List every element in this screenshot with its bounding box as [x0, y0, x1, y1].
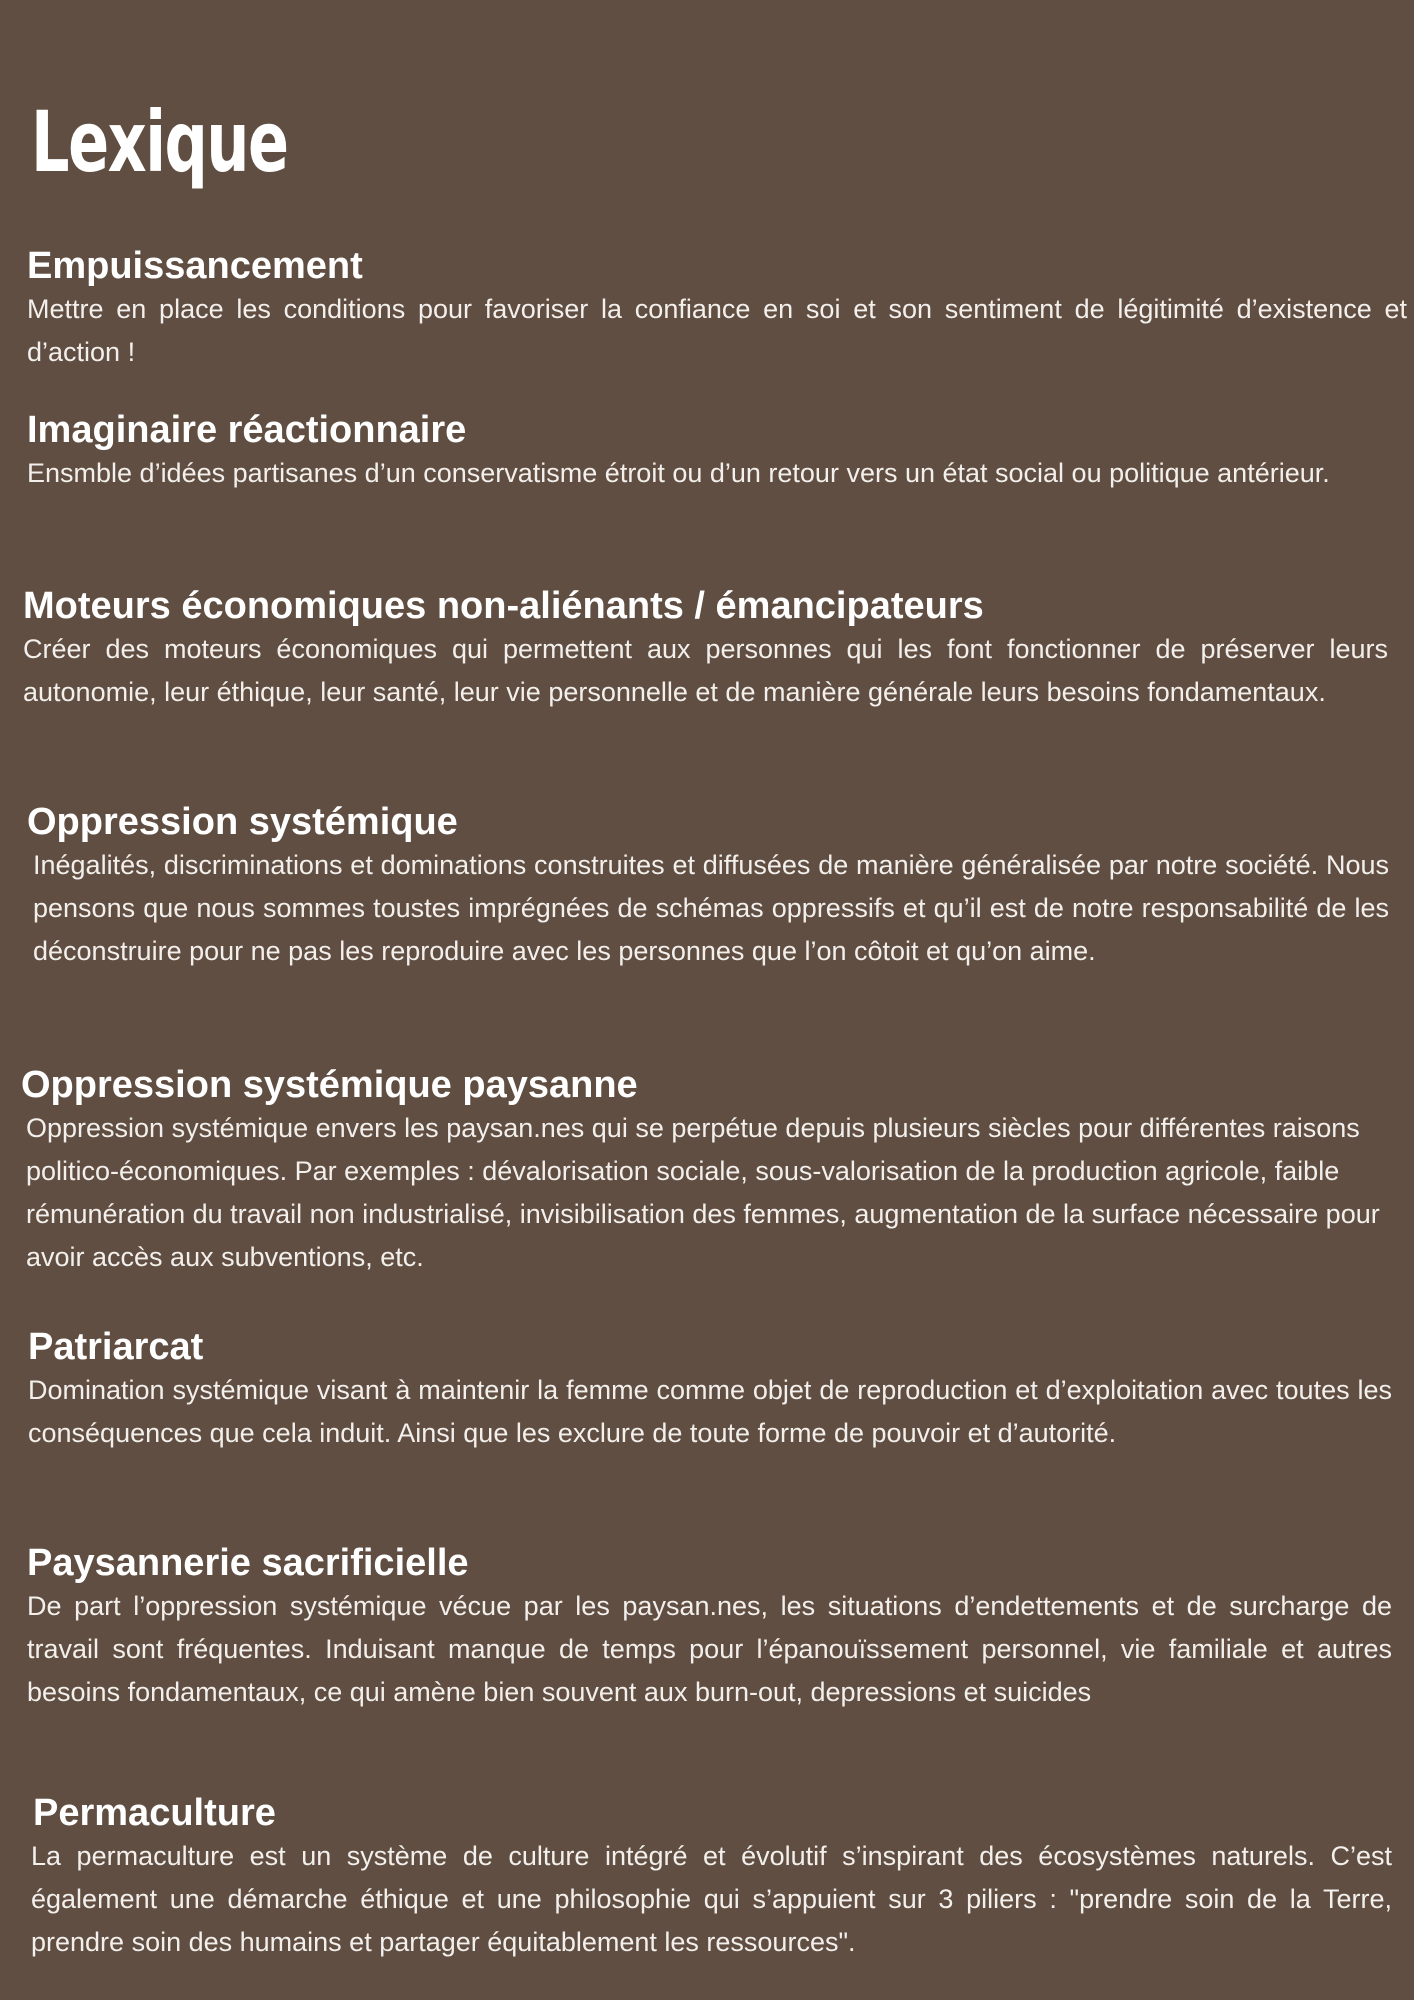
entry-definition: Oppression systémique envers les paysan.nes qui se perpétue depuis plusieurs siècles pour différentes raisons politico-économiques. Par exemples : dévalorisation sociale, sous-valorisation de la production agricole, faible rémunération du travail non industrialisé, invisibilisation des femmes, augmentation de la surface nécessaire pour avoir accès aux subventions, etc.	[26, 1113, 1380, 1272]
lexicon-entry-permaculture	[31, 1791, 1392, 1964]
entry-term: Empuissancement	[27, 245, 363, 287]
lexicon-entry-empuissancement	[27, 244, 1407, 374]
entry-term: Patriarcat	[28, 1326, 204, 1368]
entry-term: Paysannerie sacrificielle	[27, 1542, 469, 1584]
entry-definition: Ensmble d’idées partisanes d’un conservatisme étroit ou d’un retour vers un état social ou politique antérieur.	[27, 458, 1330, 488]
lexicon-entry-patriarcat	[28, 1325, 1392, 1455]
entry-definition: Inégalités, discriminations et dominations construites et diffusées de manière généralisée par notre société. Nous pensons que nous sommes toustes imprégnées de schémas oppressifs et qu’il est de notre responsabilité de les déconstruire pour ne pas les reproduire avec les personnes que l’on côtoit et qu’on aime.	[33, 850, 1389, 966]
lexicon-entry-imaginaire-reactionnaire	[27, 408, 1397, 495]
entry-term: Permaculture	[33, 1792, 276, 1834]
entry-term: Oppression systémique paysanne	[21, 1064, 638, 1106]
entry-definition: La permaculture est un système de culture intégré et évolutif s’inspirant des écosystèmes naturels. C’est également une démarche éthique et une philosophie qui s’appuient sur 3 piliers : "prendre soin de la Terre, prendre soin des humains et partager équitablement les ressources".	[31, 1841, 1392, 1957]
lexicon-entry-oppression-systemique	[27, 800, 1389, 973]
entry-definition: Domination systémique visant à maintenir la femme comme objet de reproduction et d’exploitation avec toutes les conséquences que cela induit. Ainsi que les exclure de toute forme de pouvoir et d’autorité.	[28, 1375, 1392, 1448]
entry-definition: Créer des moteurs économiques qui permettent aux personnes qui les font fonctionner de préserver leurs autonomie, leur éthique, leur santé, leur vie personnelle et de manière générale leurs besoins fondamentaux.	[23, 634, 1388, 707]
entry-term: Oppression systémique	[27, 801, 458, 843]
page-title: Lexique	[31, 93, 288, 191]
lexicon-entry-paysannerie-sacrificielle	[27, 1541, 1392, 1714]
entry-term: Moteurs économiques non-aliénants / émancipateurs	[23, 585, 984, 627]
entry-definition: Mettre en place les conditions pour favoriser la confiance en soi et son sentiment de légitimité d’existence et d’action !	[27, 294, 1407, 367]
entry-definition: De part l’oppression systémique vécue par les paysan.nes, les situations d’endettements et de surcharge de travail sont fréquentes. Induisant manque de temps pour l’épanouïssement personnel, vie familiale et autres besoins fondamentaux, ce qui amène bien souvent aux burn-out, depressions et suicides	[27, 1591, 1392, 1707]
entry-term: Imaginaire réactionnaire	[27, 409, 467, 451]
lexicon-entry-oppression-systemique-paysanne	[21, 1063, 1396, 1279]
lexicon-entry-moteurs-economiques	[23, 584, 1388, 714]
